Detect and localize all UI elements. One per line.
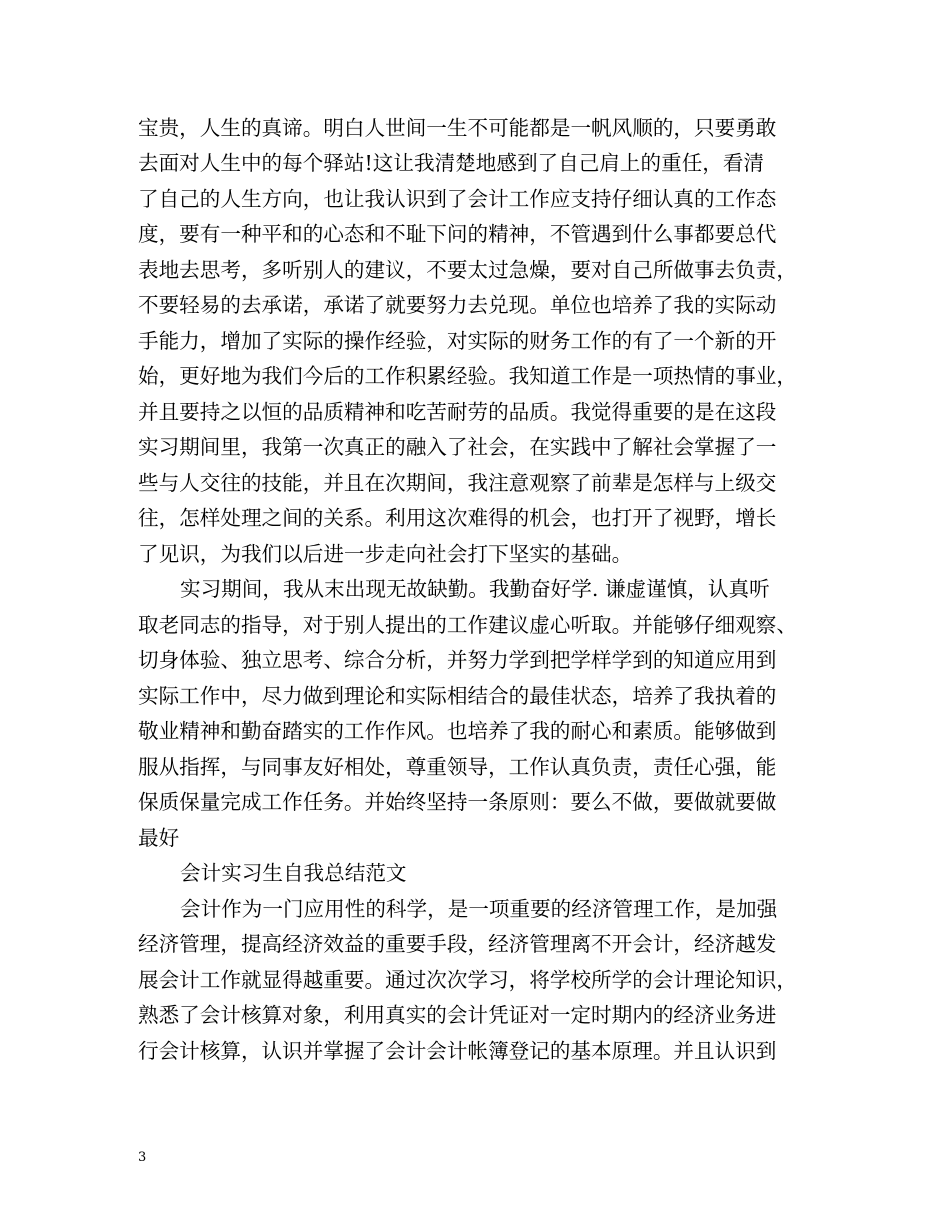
- text-line: 了自己的人生方向，也让我认识到了会计工作应支持仔细认真的工作态: [138, 187, 777, 211]
- text-line: 保质保量完成工作任务。并始终坚持一条原则：要么不做，要做就要做: [138, 790, 777, 814]
- text-line: 并且要持之以恒的品质精神和吃苦耐劳的品质。我觉得重要的是在这段: [138, 400, 777, 424]
- text-line: 经济管理，提高经济效益的重要手段，经济管理离不开会计，经济越发: [138, 932, 777, 956]
- text-line: 些与人交往的技能，并且在次期间，我注意观察了前辈是怎样与上级交: [138, 471, 777, 495]
- text-line: 去面对人生中的每个驿站!这让我清楚地感到了自己肩上的重任，看清: [138, 151, 765, 175]
- text-line: 会计作为一门应用性的科学，是一项重要的经济管理工作，是加强: [180, 897, 778, 921]
- page-number: 3: [138, 1150, 147, 1165]
- text-line: 不要轻易的去承诺，承诺了就要努力去兑现。单位也培养了我的实际动: [138, 293, 777, 317]
- text-line: 手能力，增加了实际的操作经验，对实际的财务工作的有了一个新的开: [138, 329, 777, 353]
- text-line: 熟悉了会计核算对象，利用真实的会计凭证对一定时期内的经济业务进: [138, 1003, 777, 1027]
- text-line: 实习期间里，我第一次真正的融入了社会，在实践中了解社会掌握了一: [138, 435, 777, 459]
- text-line: 实习期间，我从末出现无故缺勤。我勤奋好学. 谦虚谨慎，认真听: [180, 577, 770, 601]
- text-line: 切身体验、独立思考、综合分析，并努力学到把学样学到的知道应用到: [138, 648, 777, 672]
- text-line: 敬业精神和勤奋踏实的工作作风。也培养了我的耐心和素质。能够做到: [138, 719, 777, 743]
- text-line: 行会计核算，认识并掌握了会计会计帐簿登记的基本原理。并且认识到: [138, 1039, 777, 1063]
- text-line: 了见识，为我们以后进一步走向社会打下坚实的基础。: [138, 542, 633, 566]
- text-line: 展会计工作就显得越重要。通过次次学习，将学校所学的会计理论知识，: [138, 968, 797, 992]
- text-line: 实际工作中，尽力做到理论和实际相结合的最佳状态，培养了我执着的: [138, 684, 777, 708]
- text-line: 往，怎样处理之间的关系。利用这次难得的机会，也打开了视野，增长: [138, 506, 777, 530]
- text-line: 始，更好地为我们今后的工作积累经验。我知道工作是一项热情的事业，: [138, 364, 797, 388]
- text-line: 取老同志的指导，对于别人提出的工作建议虚心听取。并能够仔细观察、: [138, 613, 797, 637]
- text-line: 宝贵，人生的真谛。明白人世间一生不可能都是一帆风顺的，只要勇敢: [138, 116, 777, 140]
- section-heading: 会计实习生自我总结范文: [180, 861, 407, 885]
- text-line: 服从指挥，与同事友好相处，尊重领导，工作认真负责，责任心强，能: [138, 755, 777, 779]
- text-line: 度，要有一种平和的心态和不耻下问的精神，不管遇到什么事都要总代: [138, 222, 777, 246]
- text-line: 表地去思考，多听别人的建议，不要太过急燥，要对自己所做事去负责，: [138, 258, 797, 282]
- text-line: 最好: [138, 826, 180, 850]
